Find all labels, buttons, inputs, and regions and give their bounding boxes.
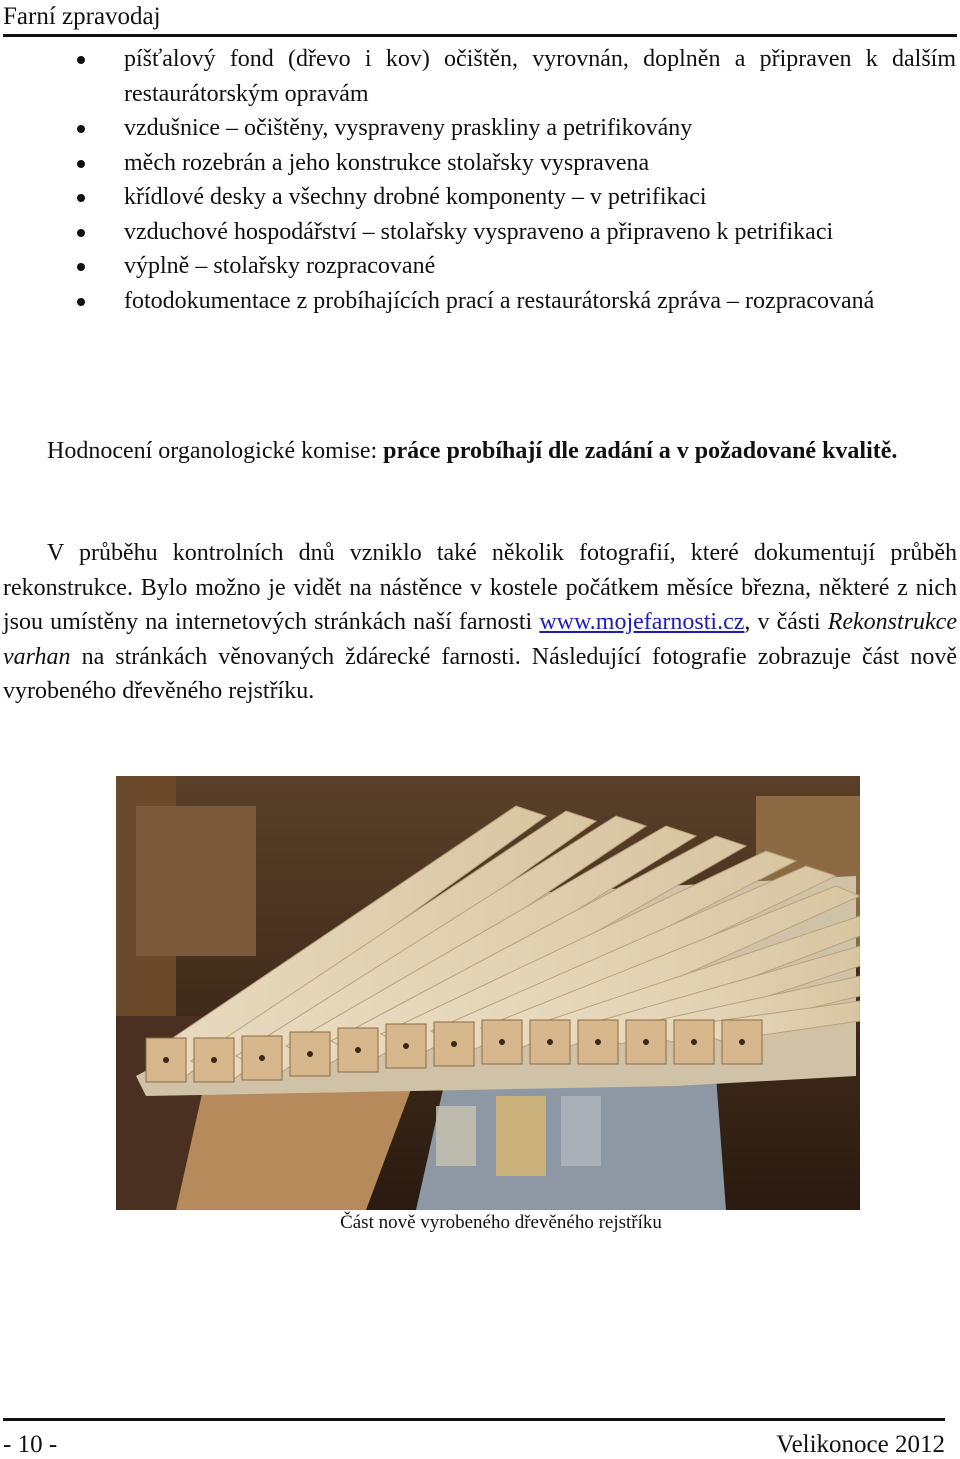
section-name: Rekonstrukce varhan [3, 609, 957, 670]
list-item: křídlové desky a všechny drobné komponenty – v petrifikaci [0, 180, 960, 215]
page-footer [3, 1418, 945, 1458]
organ-stop-photo [116, 776, 860, 1210]
paragraph-text: na stránkách věnovaných ždárecké farnosti. Následující fotografie zobrazuje část nově vyrobeného dřevěného rejstříku. [3, 643, 957, 704]
list-item: píšťalový fond (dřevo i kov) očištěn, vyrovnán, doplněn a připraven k dalším restaurátorským opravám [0, 42, 960, 111]
parish-website-link[interactable]: www.mojefarnosti.cz [539, 609, 745, 635]
page-header [3, 0, 957, 37]
evaluation-verdict: práce probíhají dle zadání a v požadované kvalitě. [383, 438, 898, 464]
evaluation-paragraph [3, 434, 957, 469]
list-item: vzduchové hospodářství – stolařsky vyspraveno a připraveno k petrifikaci [0, 215, 960, 250]
list-item: výplně – stolařsky rozpracované [0, 249, 960, 284]
workshop-photo-illustration [116, 776, 860, 1210]
list-item: měch rozebrán a jeho konstrukce stolařsky vyspravena [0, 146, 960, 181]
issue-name: Velikonoce 2012 [776, 1431, 945, 1458]
paragraph-text: , v části [744, 609, 828, 635]
photo-caption: Část nově vyrobeného dřevěného rejstříku [340, 1212, 662, 1233]
paragraph-text: V průběhu kontrolních dnů vzniklo také několik fotografií, které dokumentují průběh rekonstrukce. Bylo možno je vidět na nástěnce v kostele počátkem měsíce března, některé z nich jsou umístěny na internetových stránkách naší farnosti [3, 540, 957, 635]
page-number: - 10 - [3, 1431, 58, 1458]
list-item: vzdušnice – očištěny, vyspraveny praskliny a petrifikovány [0, 111, 960, 146]
newsletter-title: Farní zpravodaj [3, 3, 161, 30]
list-item: fotodokumentace z probíhajících prací a restaurátorská zpráva – rozpracovaná [0, 284, 960, 319]
progress-list [0, 42, 960, 318]
photo-info-paragraph [3, 536, 957, 709]
evaluation-label: Hodnocení organologické komise: [47, 438, 378, 464]
